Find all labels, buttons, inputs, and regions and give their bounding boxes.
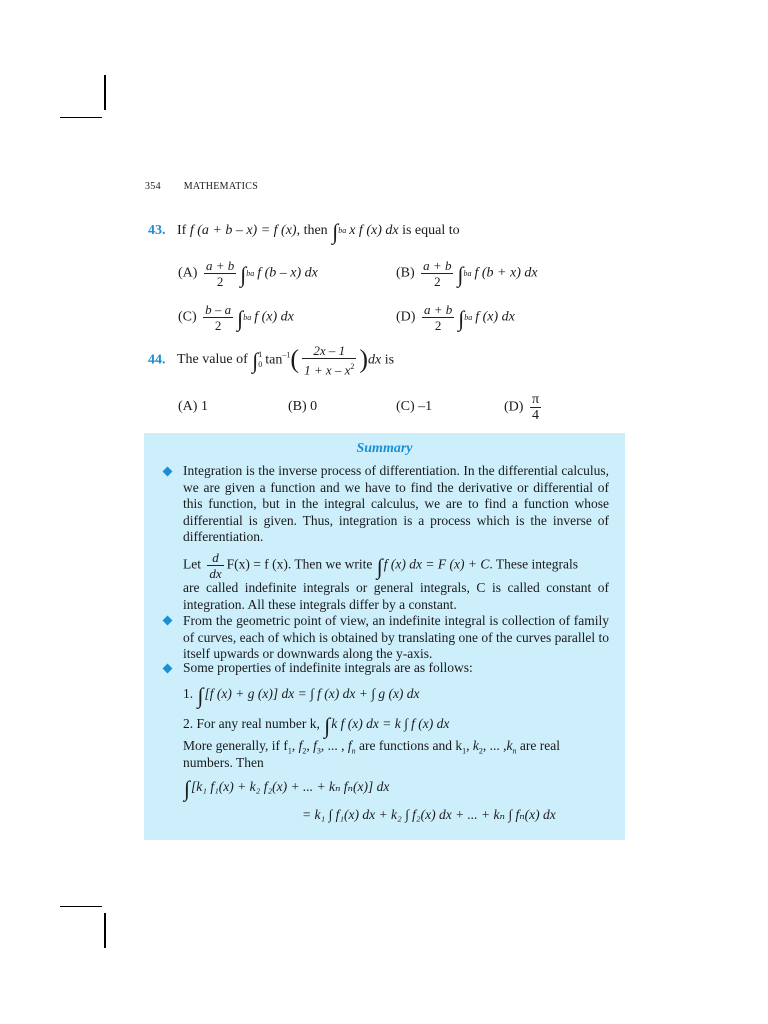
- running-header: [145, 181, 258, 192]
- summary-bullet-3: Some properties of indefinite integrals are as follows:: [183, 660, 473, 675]
- condition: f (a + b – x) = f (x): [189, 223, 297, 238]
- sum-integral-line: ∫[k₁ f₁(x) + k₂ f₂(x) + ... + kₙ fₙ(x)] dx: [184, 776, 390, 801]
- equals-line: = k₁ ∫ f₁(x) dx + k₂ ∫ f₂(x) dx + ... + kₙ ∫ fₙ(x) dx: [302, 807, 556, 822]
- summary-title: Summary: [356, 441, 413, 456]
- summary-bullet-2: From the geometric point of view, an indefinite integral is collection of family of curves, each of which is obtained by translating one of the curves parallel to itself upwards or downwards along the y-axis.: [183, 613, 609, 661]
- question-44: 44. The value of ∫ 1 0 $\tan^{-1}$( $\frac{2x - 1}{1 + x - x^2}$ )dx is: [148, 343, 395, 378]
- q43-option-b: (B) $\frac{a + b}{2}$ ∫ba f (b + x) dx: [396, 258, 538, 289]
- bullet-diamond-icon: [163, 616, 173, 626]
- integral-sign-icon: ∫: [252, 348, 259, 374]
- property-2: 2. For any real number k, ∫k f (x) dx = k ∫ f (x) dx: [183, 713, 450, 738]
- question-number: 43.: [148, 223, 166, 238]
- crop-mark-top-vertical: [104, 75, 106, 110]
- question-43: 43. If f (a + b – x) = f (x), then ∫ba x f (x) dx is equal to: [148, 219, 460, 244]
- integral-sign-icon: ∫: [457, 261, 464, 287]
- crop-mark-bottom-vertical: [104, 913, 106, 948]
- q44-option-d: (D) $\frac{\pi}{4}$: [504, 392, 540, 423]
- bullet-diamond-icon: [163, 467, 173, 477]
- crop-mark-top-horizontal: [60, 117, 102, 118]
- let-continuation: are called indefinite integrals or general integrals, C is called constant of integration. All these integrals differ by a constant.: [183, 580, 609, 612]
- q44-option-c: (C) –1: [396, 399, 433, 414]
- more-generally-line: More generally, if $f_1$, $f_2$, $f_3$, ... , $f_n$ are functions and $k_1$, $k_2$, ... $,k_n$ are real: [183, 738, 560, 756]
- q43-option-a: (A) $\frac{a + b}{2}$ ∫ba f (b – x) dx: [178, 258, 318, 289]
- bullet-diamond-icon: [163, 664, 173, 674]
- integral-sign-icon: ∫: [458, 305, 465, 331]
- property-1: 1. ∫[f (x) + g (x)] dx = ∫ f (x) dx + ∫ g (x) dx: [183, 683, 420, 708]
- crop-mark-bottom-horizontal: [60, 906, 102, 907]
- integral-sign-icon: ∫: [332, 219, 339, 244]
- integral-sign-icon: ∫: [237, 305, 244, 331]
- summary-box: [144, 433, 625, 840]
- integral-sign-icon: ∫: [240, 261, 247, 287]
- q43-option-c: (C) $\frac{b - a}{2}$ ∫ba f (x) dx: [178, 302, 294, 333]
- summary-bullet-1: Integration is the inverse process of differentiation. In the differential calculus, we are given a function and we have to find the derivative or differential of this function, but in the integral calculus, we are to find a function whose differential is given. Thus, integration is a process which is the inverse of differentiation.: [183, 463, 609, 544]
- q43-option-d: (D) $\frac{a + b}{2}$ ∫ba f (x) dx: [396, 302, 515, 333]
- numbers-then: numbers. Then: [183, 755, 264, 770]
- page-number: 354: [145, 181, 161, 192]
- running-title: MATHEMATICS: [183, 181, 259, 192]
- q44-option-b: (B) 0: [288, 399, 318, 414]
- q44-option-a: (A) 1: [178, 399, 208, 414]
- let-line: Let $\frac{d}{dx}$ F(x) = f (x). Then we write ∫f (x) dx = F (x) + C. These integrals: [183, 550, 578, 581]
- integrand: x f (x) dx: [349, 223, 399, 238]
- question-number: 44.: [148, 352, 166, 368]
